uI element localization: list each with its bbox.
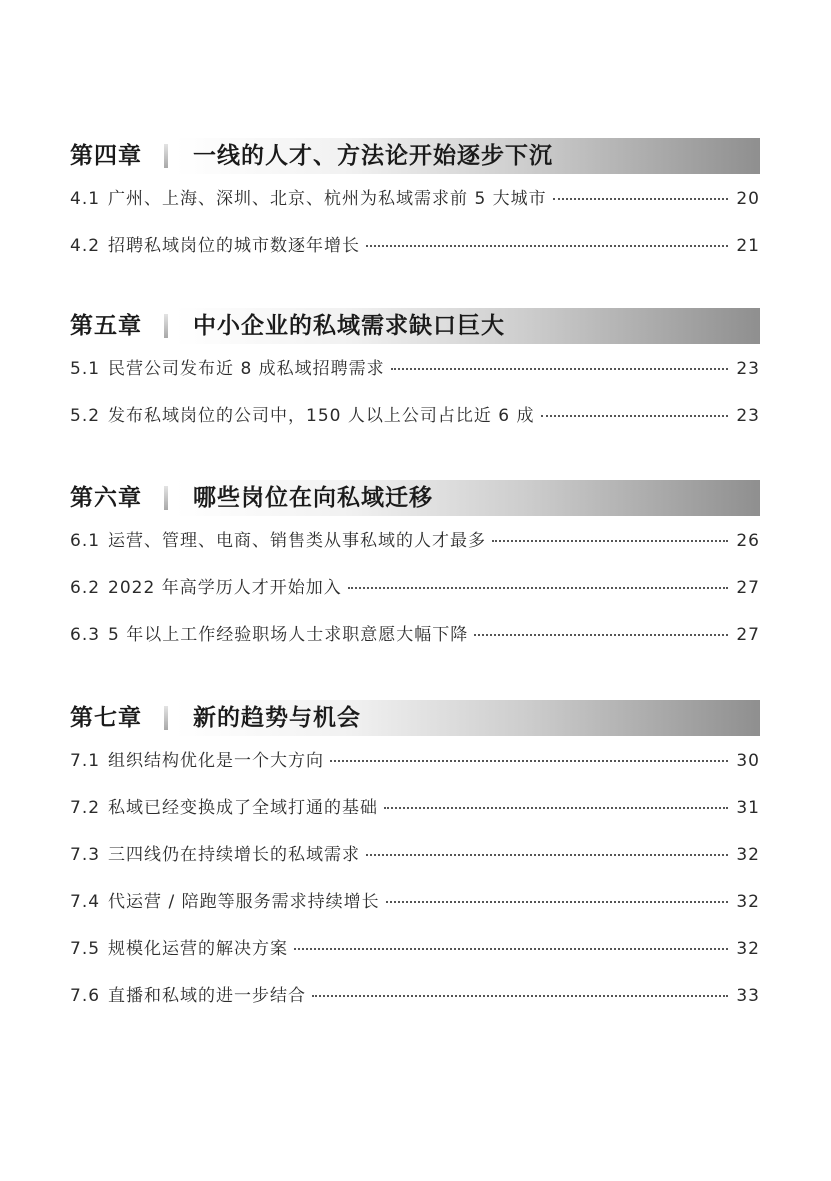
toc-entry-title: 组织结构优化是一个大方向 — [108, 751, 325, 771]
chapter-label: 第七章 — [70, 705, 142, 731]
toc-leader-dots — [386, 901, 728, 903]
toc-leader-dots — [366, 854, 728, 856]
toc-entry-number: 4.1 — [70, 189, 101, 209]
toc-entry[interactable] — [70, 231, 760, 278]
toc-entry-page: 32 — [736, 892, 760, 912]
toc-entry-number: 7.3 — [70, 845, 101, 865]
toc-entry-title: 广州、上海、深圳、北京、杭州为私域需求前 5 大城市 — [108, 189, 547, 209]
chapter-7 — [70, 700, 760, 1028]
toc-leader-dots — [492, 540, 728, 542]
toc-entry[interactable] — [70, 401, 760, 448]
chapter-label: 第四章 — [70, 143, 142, 169]
toc-entry-title: 规模化运营的解决方案 — [108, 939, 289, 959]
toc-entry-number: 6.3 — [70, 625, 101, 645]
toc-entry-number: 6.2 — [70, 578, 101, 598]
toc-entry-number: 7.1 — [70, 751, 101, 771]
chapter-separator — [164, 314, 168, 338]
toc-entry-page: 23 — [736, 406, 760, 426]
toc-entry-page: 23 — [736, 359, 760, 379]
toc-leader-dots — [366, 245, 728, 247]
toc-entry-title: 民营公司发布近 8 成私域招聘需求 — [108, 359, 385, 379]
toc-entry-title: 代运营 / 陪跑等服务需求持续增长 — [108, 892, 380, 912]
chapter-header — [70, 480, 760, 516]
chapter-label: 第六章 — [70, 485, 142, 511]
toc-leader-dots — [294, 948, 728, 950]
toc-entry-title: 三四线仍在持续增长的私域需求 — [108, 845, 361, 865]
toc-entry-page: 21 — [736, 236, 760, 256]
toc-entry[interactable] — [70, 887, 760, 934]
toc-entry-number: 7.6 — [70, 986, 101, 1006]
toc-entry-number: 7.2 — [70, 798, 101, 818]
toc-entry[interactable] — [70, 934, 760, 981]
toc-list — [70, 354, 760, 448]
toc-entry[interactable] — [70, 981, 760, 1028]
toc-leader-dots — [391, 368, 728, 370]
chapter-6 — [70, 480, 760, 667]
toc-entry-page: 32 — [736, 939, 760, 959]
toc-list — [70, 746, 760, 1028]
chapter-header — [70, 138, 760, 174]
toc-leader-dots — [384, 807, 728, 809]
toc-entry-title: 私域已经变换成了全域打通的基础 — [108, 798, 379, 818]
chapter-separator — [164, 486, 168, 510]
toc-entry-number: 5.1 — [70, 359, 101, 379]
toc-leader-dots — [541, 415, 728, 417]
toc-entry-page: 33 — [736, 986, 760, 1006]
toc-entry-page: 30 — [736, 751, 760, 771]
toc-entry-title: 招聘私域岗位的城市数逐年增长 — [108, 236, 361, 256]
toc-leader-dots — [553, 198, 728, 200]
toc-leader-dots — [330, 760, 728, 762]
chapter-label: 第五章 — [70, 313, 142, 339]
toc-entry[interactable] — [70, 526, 760, 573]
chapter-5 — [70, 308, 760, 448]
toc-leader-dots — [312, 995, 728, 997]
toc-entry-page: 20 — [736, 189, 760, 209]
toc-entry-number: 7.5 — [70, 939, 101, 959]
toc-entry[interactable] — [70, 746, 760, 793]
chapter-title: 新的趋势与机会 — [193, 705, 361, 731]
chapter-separator — [164, 706, 168, 730]
toc-entry-title: 直播和私域的进一步结合 — [108, 986, 307, 1006]
toc-entry-page: 26 — [736, 531, 760, 551]
toc-entry[interactable] — [70, 840, 760, 887]
toc-entry[interactable] — [70, 573, 760, 620]
chapter-header — [70, 308, 760, 344]
toc-entry[interactable] — [70, 184, 760, 231]
chapter-title: 哪些岗位在向私域迁移 — [193, 485, 433, 511]
toc-entry[interactable] — [70, 354, 760, 401]
toc-list — [70, 184, 760, 278]
toc-entry-title: 5 年以上工作经验职场人士求职意愿大幅下降 — [108, 625, 469, 645]
chapter-title: 一线的人才、方法论开始逐步下沉 — [193, 143, 553, 169]
toc-entry-page: 27 — [736, 578, 760, 598]
toc-leader-dots — [348, 587, 728, 589]
toc-entry-title: 发布私域岗位的公司中，150 人以上公司占比近 6 成 — [108, 406, 535, 426]
toc-entry-title: 运营、管理、电商、销售类从事私域的人才最多 — [108, 531, 487, 551]
toc-list — [70, 526, 760, 667]
toc-entry-page: 32 — [736, 845, 760, 865]
toc-entry-page: 27 — [736, 625, 760, 645]
chapter-header — [70, 700, 760, 736]
toc-entry-number: 6.1 — [70, 531, 101, 551]
chapter-title: 中小企业的私域需求缺口巨大 — [193, 313, 505, 339]
chapter-4 — [70, 138, 760, 278]
toc-entry-number: 7.4 — [70, 892, 101, 912]
toc-entry[interactable] — [70, 793, 760, 840]
toc-leader-dots — [474, 634, 728, 636]
toc-entry-number: 4.2 — [70, 236, 101, 256]
toc-entry-title: 2022 年高学历人才开始加入 — [108, 578, 342, 598]
toc-entry-page: 31 — [736, 798, 760, 818]
toc-entry-number: 5.2 — [70, 406, 101, 426]
toc-entry[interactable] — [70, 620, 760, 667]
chapter-separator — [164, 144, 168, 168]
